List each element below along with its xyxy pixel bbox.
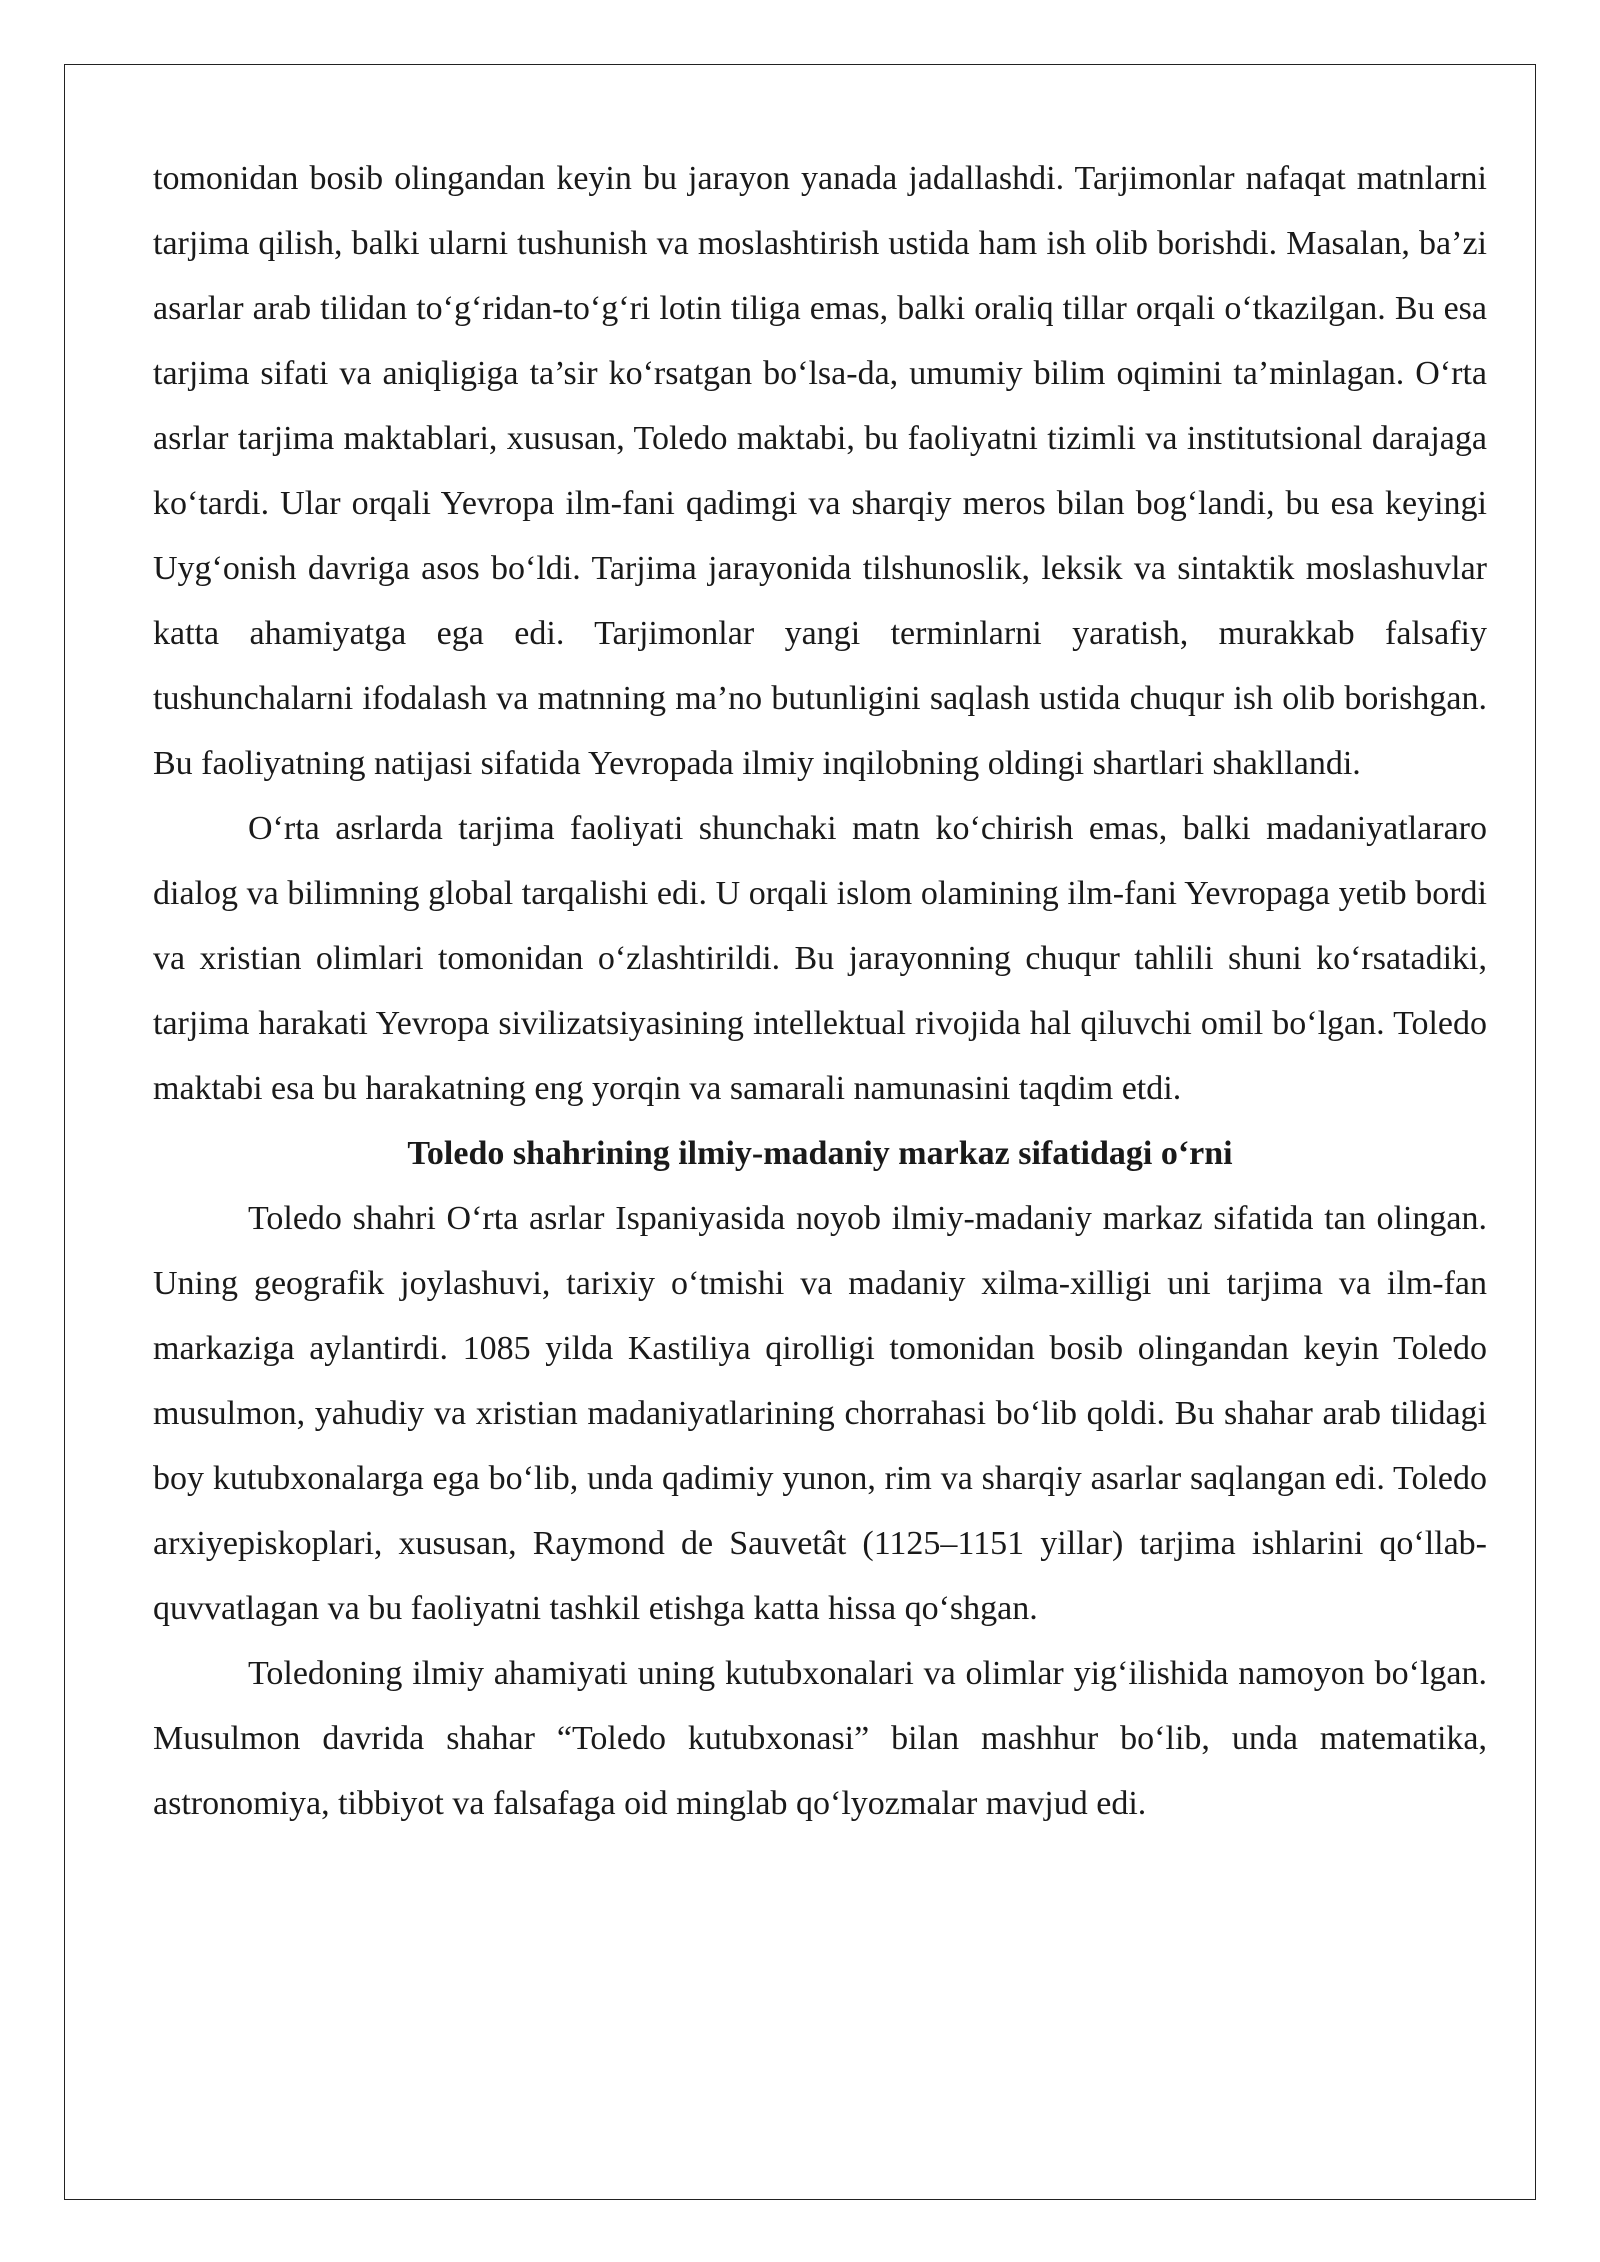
paragraph-toledo-city: Toledo shahri O‘rta asrlar Ispaniyasida noyob ilmiy-madaniy markaz sifatida tan olingan. Uning geografik joylashuvi, tarixiy o‘tmishi va madaniy xilma-xilligi uni tarjima va ilm-fan markaziga aylantirdi. 1085 yilda Kastiliya qirolligi tomonidan bosib olingandan keyin Toledo musulmon, yahudiy va xristian madaniyatlarining chorrahasi bo‘lib qoldi. Bu shahar arab tilidagi boy kutubxonalarga ega bo‘lib, unda qadimiy yunon, rim va sharqiy asarlar saqlangan edi. Toledo arxiyepiskoplari, xususan, Raymond de Sauvetât (1125–1151 yillar) tarjima ishlarini qo‘llab-quvvatlagan va bu faoliyatni tashkil etishga katta hissa qo‘shgan. xyxy=(153,1200,1487,1627)
paragraph-toledo-libraries: Toledoning ilmiy ahamiyati uning kutubxonalari va olimlar yig‘ilishida namoyon bo‘lgan. Musulmon davrida shahar “Toledo kutubxonasi” bilan mashhur bo‘lib, unda matematika, astronomiya, tibbiyot va falsafaga oid minglab qo‘lyozmalar mavjud edi. xyxy=(153,1655,1487,1822)
paragraph-continued: tomonidan bosib olingandan keyin bu jarayon yanada jadallashdi. Tarjimonlar nafaqat matnlarni tarjima qilish, balki ularni tushunish va moslashtirish ustida ham ish olib borishdi. Masalan, ba’zi asarlar arab tilidan to‘g‘ridan-to‘g‘ri lotin tiliga emas, balki oraliq tillar orqali o‘tkazilgan. Bu esa tarjima sifati va aniqligiga ta’sir ko‘rsatgan bo‘lsa-da, umumiy bilim oqimini ta’minlagan. O‘rta asrlar tarjima maktablari, xususan, Toledo maktabi, bu faoliyatni tizimli va institutsional darajaga ko‘tardi. Ular orqali Yevropa ilm-fani qadimgi va sharqiy meros bilan bog‘landi, bu esa keyingi Uyg‘onish davriga asos bo‘ldi. Tarjima jarayonida tilshunoslik, leksik va sintaktik moslashuvlar katta ahamiyatga ega edi. Tarjimonlar yangi terminlarni yaratish, murakkab falsafiy tushunchalarni ifodalash va matnning ma’no butunligini saqlash ustida chuqur ish olib borishgan. Bu faoliyatning natijasi sifatida Yevropada ilmiy inqilobning oldingi shartlari shakllandi. xyxy=(153,160,1487,782)
document-body xyxy=(153,146,1487,1836)
paragraph-translation-dialog: O‘rta asrlarda tarjima faoliyati shunchaki matn ko‘chirish emas, balki madaniyatlararo dialog va bilimning global tarqalishi edi. U orqali islom olamining ilm-fani Yevropaga yetib bordi va xristian olimlari tomonidan o‘zlashtirildi. Bu jarayonning chuqur tahlili shuni ko‘rsatadiki, tarjima harakati Yevropa sivilizatsiyasining intellektual rivojida hal qiluvchi omil bo‘lgan. Toledo maktabi esa bu harakatning eng yorqin va samarali namunasini taqdim etdi. xyxy=(153,810,1487,1107)
section-heading: Toledo shahrining ilmiy-madaniy markaz sifatidagi o‘rni xyxy=(407,1135,1233,1172)
